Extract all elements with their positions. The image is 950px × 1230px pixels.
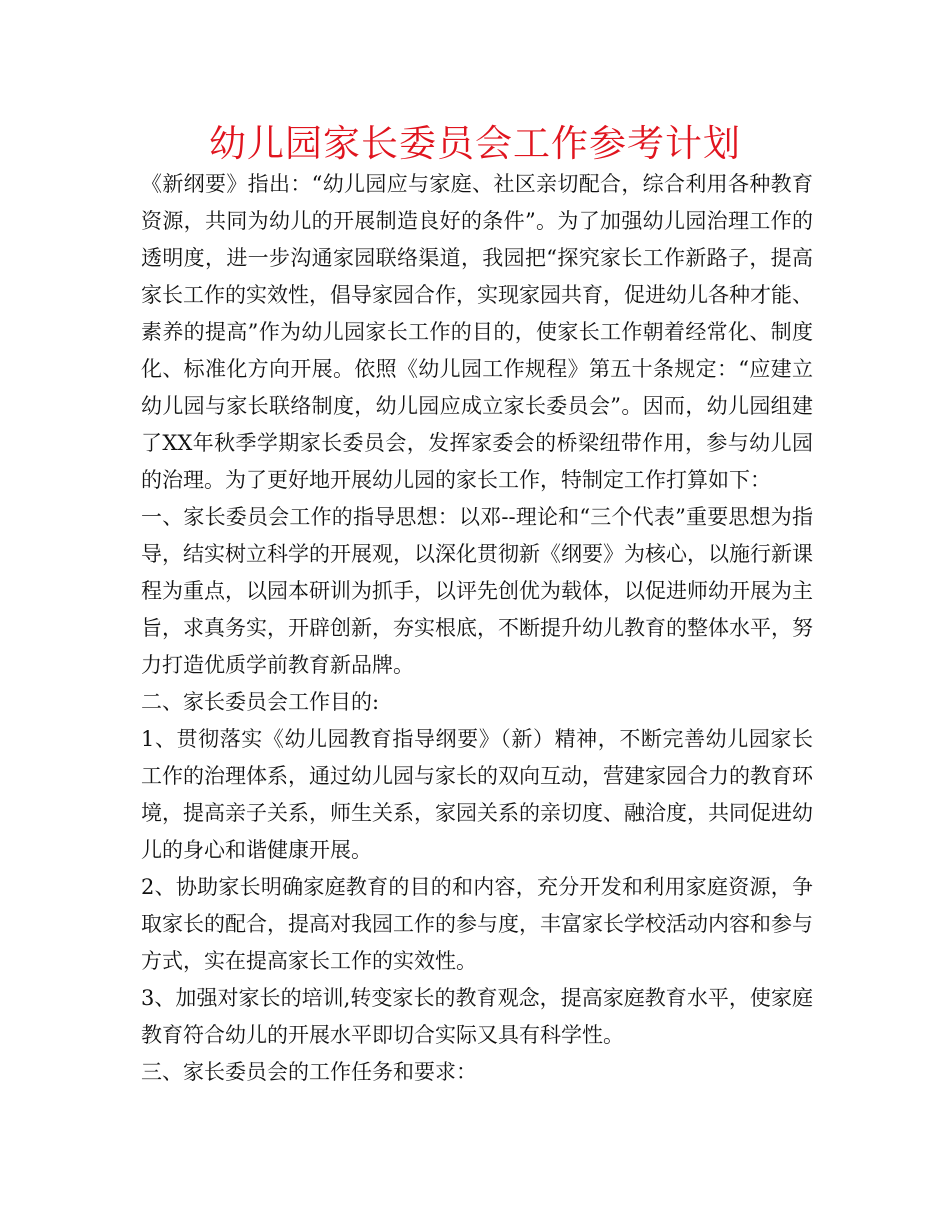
document-body	[141, 166, 813, 1091]
paragraph-guiding-thought: 一、家长委员会工作的指导思想：以邓--理论和“三个代表”重要思想为指导，结实树立科学的开展观，以深化贯彻新《纲要》为核心，以施行新课程为重点，以园本研训为抓手，以评先创优为载体，以促进师幼开展为主旨，求真务实，开辟创新，夯实根底，不断提升幼儿教育的整体水平，努力打造优质学前教育新品牌。	[141, 505, 813, 677]
paragraph-section-three-heading: 三、家长委员会的工作任务和要求：	[141, 1060, 477, 1084]
document-title: 幼儿园家长委员会工作参考计划	[209, 122, 741, 165]
paragraph-intro: 《新纲要》指出：“幼儿园应与家庭、社区亲切配合，综合利用各种教育资源，共同为幼儿的开展制造良好的条件”。为了加强幼儿园治理工作的透明度，进一步沟通家园联络渠道，我园把“探究家长工作新路子，提高家长工作的实效性，倡导家园合作，实现家园共育，促进幼儿各种才能、素养的提高”作为幼儿园家长工作的目的，使家长工作朝着经常化、制度化、标准化方向开展。依照《幼儿园工作规程》第五十条规定：“应建立幼儿园与家长联络制度，幼儿园应成立家长委员会”。因而，幼儿园组建了XX年秋季学期家长委员会，发挥家委会的桥梁纽带作用，参与幼儿园的治理。为了更好地开展幼儿园的家长工作，特制定工作打算如下：	[141, 172, 813, 492]
paragraph-section-two-heading: 二、家长委员会工作目的:	[141, 690, 380, 714]
paragraph-item-1: 1、贯彻落实《幼儿园教育指导纲要》（新）精神，不断完善幼儿园家长工作的治理体系，通过幼儿园与家长的双向互动，营建家园合力的教育环境，提高亲子关系，师生关系，家园关系的亲切度、融洽度，共同促进幼儿的身心和谐健康开展。	[141, 727, 813, 862]
paragraph-item-3: 3、加强对家长的培训,转变家长的教育观念，提高家庭教育水平，使家庭教育符合幼儿的开展水平即切合实际又具有科学性。	[141, 986, 813, 1047]
paragraph-item-2: 2、协助家长明确家庭教育的目的和内容，充分开发和利用家庭资源，争取家长的配合，提高对我园工作的参与度，丰富家长学校活动内容和参与方式，实在提高家长工作的实效性。	[141, 875, 813, 973]
